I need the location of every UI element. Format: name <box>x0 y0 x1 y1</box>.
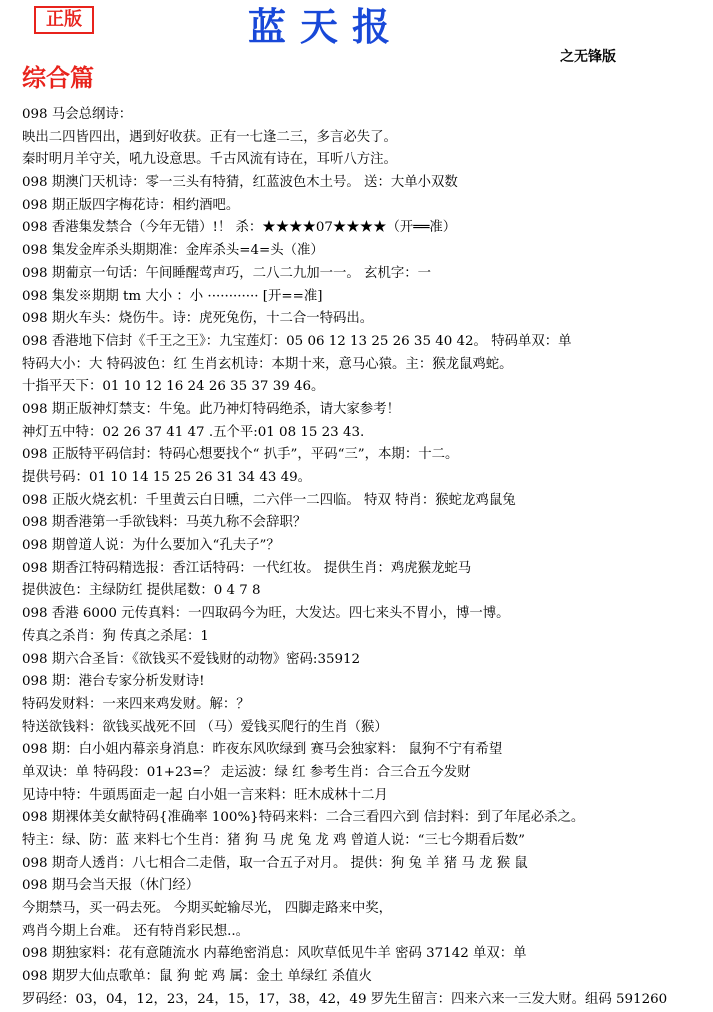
text-line: 098 期六合圣旨：《欲钱买不爱钱财的动物》密码:35912 <box>22 651 361 667</box>
text-line: 098 香港 6000 元传真料：一四取码今为旺，大发达。四七来头不胃小，博一博。 <box>22 606 510 622</box>
text-line: 映出二四皆四出，遇到好收获。正有一七逢二三，多言必失了。 <box>22 129 397 145</box>
text-line: 神灯五中特：02 26 37 41 47 .五个平:01 08 15 23 43. <box>22 424 365 440</box>
text-line: 098 集发金库杀头期期准：金库杀头=4=头（准） <box>22 243 324 259</box>
text-line: 罗码经：03，04，12，23，24，15，17，38，42，49 罗先生留言：四来六来一三发大财。组码 591260 <box>22 991 668 1007</box>
text-line: 098 期奇人透肖：八七相合二走偕，取一合五子对月。 提供：狗 兔 羊 猪 马 龙 猴 鼠 <box>22 855 528 871</box>
text-line: 今期禁马，买一码去死。 今期买蛇输尽光， 四脚走路来中奖， <box>22 901 393 917</box>
edition-label: 之无锋版 <box>560 49 616 65</box>
authentic-stamp: 正版 <box>34 6 94 34</box>
text-line: 098 期澳门天机诗：零一三头有特猜，红蓝波色木土号。 送：大单小双数 <box>22 175 458 191</box>
text-line: 098 期香江特码精选报：香江话特码：一代红妆。 提供生肖：鸡虎猴龙蛇马 <box>22 560 472 576</box>
text-line: 098 期正版四字梅花诗：相约酒吧。 <box>22 197 240 213</box>
text-line: 098 期：港台专家分析发财诗! <box>22 674 205 690</box>
text-line: 鸡肖今期上台难。 还有特肖彩民想..。 <box>22 923 250 939</box>
text-line: 见诗中特：牛頭馬面走一起 白小姐一言来料：旺木成林十二月 <box>22 787 388 803</box>
text-line: 098 期正版神灯禁支：牛兔。此乃神灯特码绝杀，请大家参考！ <box>22 401 400 417</box>
text-line: 特码大小：大 特码波色：红 生肖玄机诗：本期十来，意马心猿。主：猴龙鼠鸡蛇。 <box>22 356 513 372</box>
section-heading: 综合篇 <box>22 63 94 92</box>
text-line: 秦时明月羊守关，吼九设意思。千古风流有诗在，耳听八方注。 <box>22 152 397 168</box>
text-line: 098 期葡京一句话：午间睡醒莺声巧，二八二九加一一。 玄机字：一 <box>22 265 432 281</box>
text-line: 十指平天下：01 10 12 16 24 26 35 37 39 46。 <box>22 379 325 395</box>
text-line: 098 香港地下信封《千王之王》：九宝莲灯：05 06 12 13 25 26 35 40 42。 特码单双：单 <box>22 333 572 349</box>
text-line: 提供号码：01 10 14 15 25 26 31 34 43 49。 <box>22 470 312 485</box>
text-line: 单双诀：单 特码段：01+23=？ 走运波：绿 红 参考生肖：合三合五今发财 <box>22 764 471 780</box>
text-line: 098 期曾道人说：为什么要加入“孔夫子”？ <box>22 538 280 554</box>
text-line: 特码发财料：一来四来鸡发财。解：？ <box>22 696 250 712</box>
text-line: 098 正版火烧玄机：千里黄云白日曛，二六伴一二四临。 特双 特肖：猴蛇龙鸡鼠兔 <box>22 492 516 508</box>
text-line: 098 期独家料：花有意随流水 内幕绝密消息：风吹草低见牛羊 密码 37142 单双：单 <box>22 946 527 962</box>
text-line: 098 期火车头：烧伤牛。诗：虎死兔伤，十二合一特码出。 <box>22 311 374 327</box>
text-line: 特送欲钱料：欲钱买战死不回 （马）爱钱买爬行的生肖（猴） <box>22 719 388 735</box>
text-body <box>22 104 712 1012</box>
text-line: 传真之杀肖：狗 传真之杀尾：1 <box>22 628 209 644</box>
text-line: 098 期香港第一手欲钱料：马英九称不会辞职？ <box>22 515 307 531</box>
text-line: 098 期马会当天报（休门经） <box>22 878 200 894</box>
text-line: 098 期罗大仙点歌单：鼠 狗 蛇 鸡 属：金土 单绿红 杀值火 <box>22 969 372 985</box>
text-line: 098 期：白小姐内幕亲身消息：昨夜东风吹绿到 赛马会独家料： 鼠狗不宁有希望 <box>22 742 503 758</box>
text-line: 提供波色：主绿防红 提供尾数：0 4 7 8 <box>22 583 261 599</box>
text-line: 098 正版特平码信封：特码心想要找个“ 扒手”，平码“三”，本期：十二。 <box>22 447 459 463</box>
text-line: 特主：绿、防：蓝 来料七个生肖：猪 狗 马 虎 兔 龙 鸡 曾道人说：“三七今期看后数” <box>22 833 526 848</box>
page-title: 蓝天报 <box>248 4 405 49</box>
text-line: 098 期裸体美女献特码{准确率 100%}特码来料：二合三看四六到 信封料：到了年尾必杀之。 <box>22 810 585 826</box>
text-line: 098 香港集发禁合（今年无错）!！ 杀：★★★★07★★★★（开══准） <box>22 220 457 236</box>
text-line: 098 马会总纲诗： <box>22 107 133 122</box>
text-line: 098 集发※期期 tm 大小 ：小 ············ [开==准] <box>22 288 323 304</box>
